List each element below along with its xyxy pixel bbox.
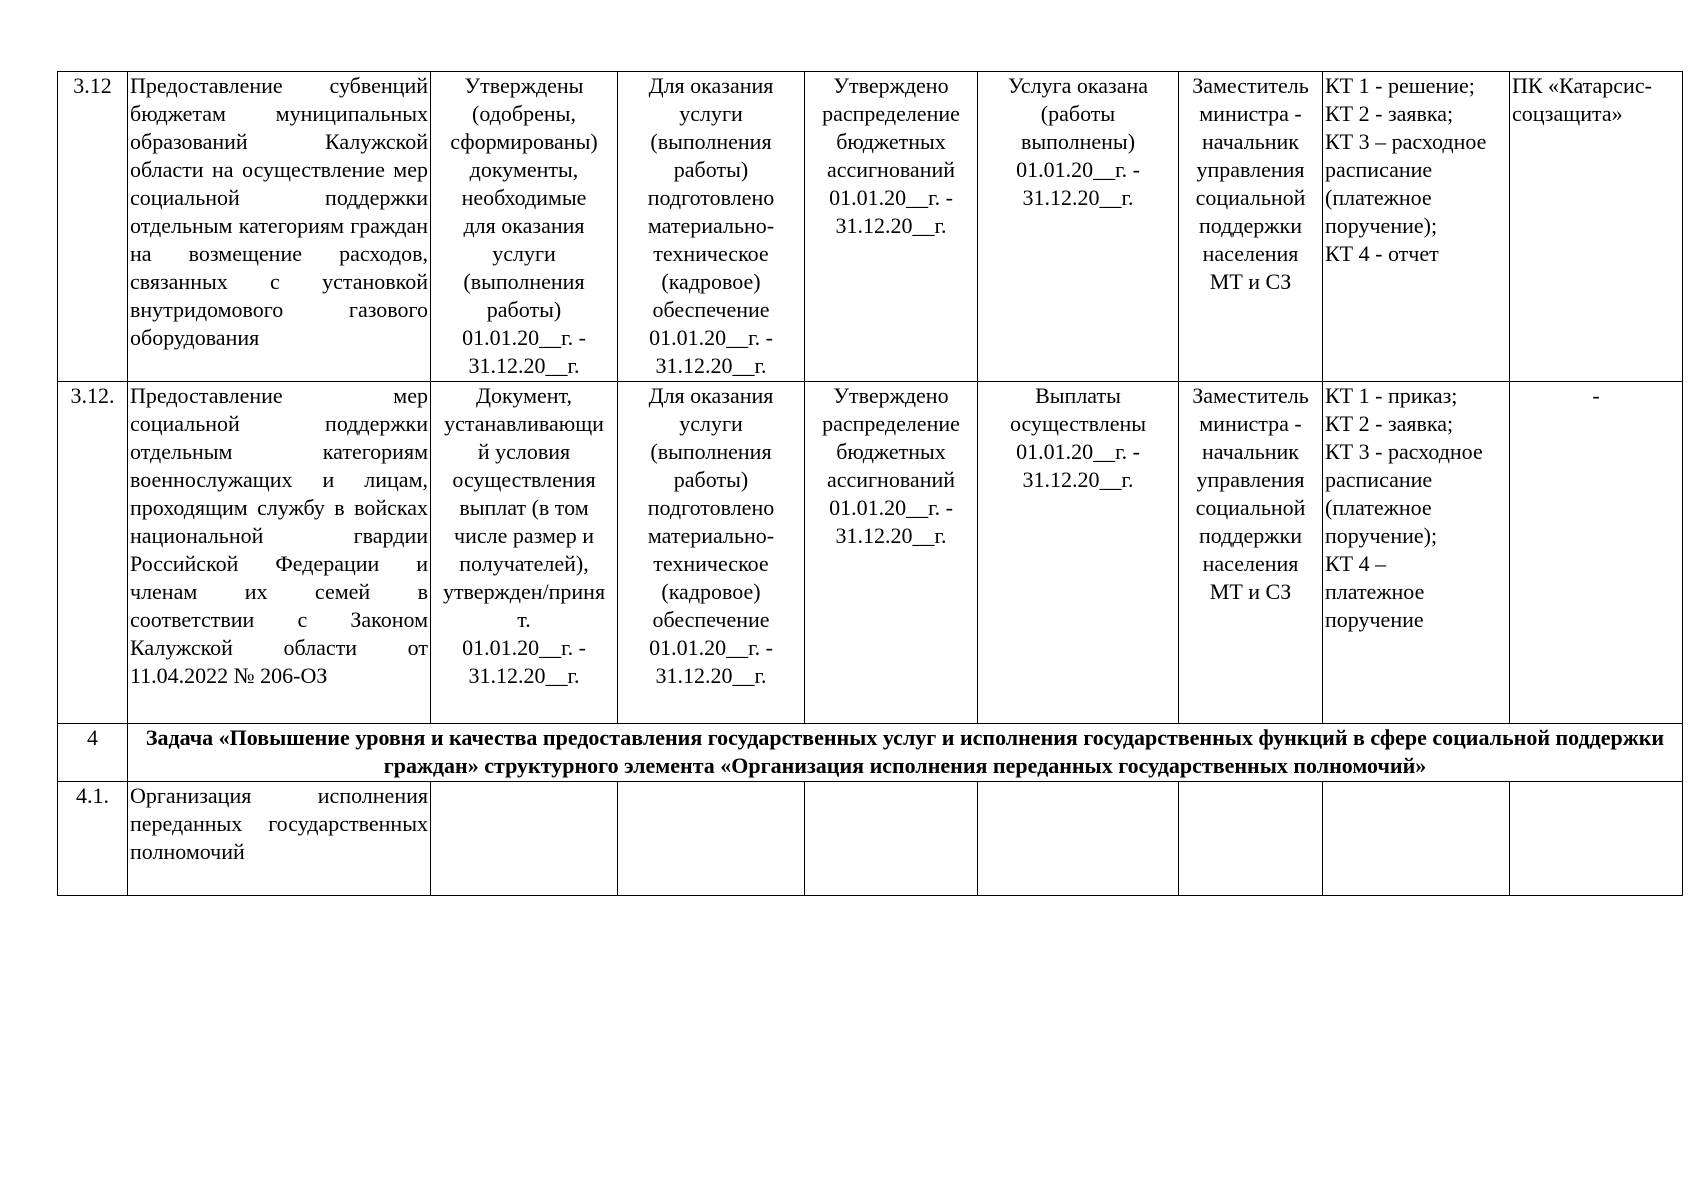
empty-cell [1179,782,1323,896]
empty-cell [805,782,978,896]
row-number: 3.12 [58,72,128,382]
empty-cell [978,782,1179,896]
measure-name: Предоставление субвенций бюджетам муниципальных образований Калужской области на осуществление мер социальной поддержки отдельным категориям граждан на возмещение расходов, связанных с установкой внутридомового газового оборудования [128,72,431,382]
empty-cell [431,782,618,896]
information-system: - [1510,382,1683,724]
task-heading: Задача «Повышение уровня и качества предоставления государственных услуг и исполнения государственных функций в сфере социальной поддержки граждан» структурного элемента «Организация исполнения переданных государственных полномочий» [128,724,1683,782]
responsible-person: Заместитель министра - начальник управления социальной поддержки населения МТ и СЗ [1179,72,1323,382]
control-point-2: Для оказания услуги (выполнения работы) подготовлено материально- техническое (кадровое) обеспечение 01.01.20__г. - 31.12.20__г. [618,382,805,724]
empty-cell [618,782,805,896]
document-types: КТ 1 - приказ; КТ 2 - заявка; КТ 3 - расходное расписание (платежное поручение); КТ 4 – платежное поручение [1323,382,1510,724]
measure-name: Организация исполнения переданных государственных полномочий [128,782,431,896]
information-system: ПК «Катарсис- соцзащита» [1510,72,1683,382]
responsible-person: Заместитель министра - начальник управления социальной поддержки населения МТ и СЗ [1179,382,1323,724]
measure-name: Предоставление мер социальной поддержки отдельным категориям военнослужащих и лицам, проходящим службу в войсках национальной гвардии Российской Федерации и членам их семей в соответствии с Законом Калужской области от 11.04.2022 № 206-ОЗ [128,382,431,724]
table-row [58,72,1683,382]
control-point-1: Документ, устанавливающи й условия осуществления выплат (в том числе размер и получателей), утвержден/приня т. 01.01.20__г. - 31.12.20__г. [431,382,618,724]
control-point-3: Утверждено распределение бюджетных ассигнований 01.01.20__г. - 31.12.20__г. [805,72,978,382]
table-row [58,382,1683,724]
document-types: КТ 1 - решение; КТ 2 - заявка; КТ 3 – расходное расписание (платежное поручение); КТ 4 - отчет [1323,72,1510,382]
control-point-1: Утверждены (одобрены, сформированы) документы, необходимые для оказания услуги (выполнения работы) 01.01.20__г. - 31.12.20__г. [431,72,618,382]
row-number: 4.1. [58,782,128,896]
task-row [58,724,1683,782]
control-point-4: Выплаты осуществлены 01.01.20__г. - 31.12.20__г. [978,382,1179,724]
empty-cell [1510,782,1683,896]
measures-table [57,71,1683,896]
table-row [58,782,1683,896]
control-point-4: Услуга оказана (работы выполнены) 01.01.20__г. - 31.12.20__г. [978,72,1179,382]
control-point-2: Для оказания услуги (выполнения работы) подготовлено материально- техническое (кадровое) обеспечение 01.01.20__г. - 31.12.20__г. [618,72,805,382]
row-number: 3.12. [58,382,128,724]
task-number: 4 [58,724,128,782]
empty-cell [1323,782,1510,896]
control-point-3: Утверждено распределение бюджетных ассигнований 01.01.20__г. - 31.12.20__г. [805,382,978,724]
